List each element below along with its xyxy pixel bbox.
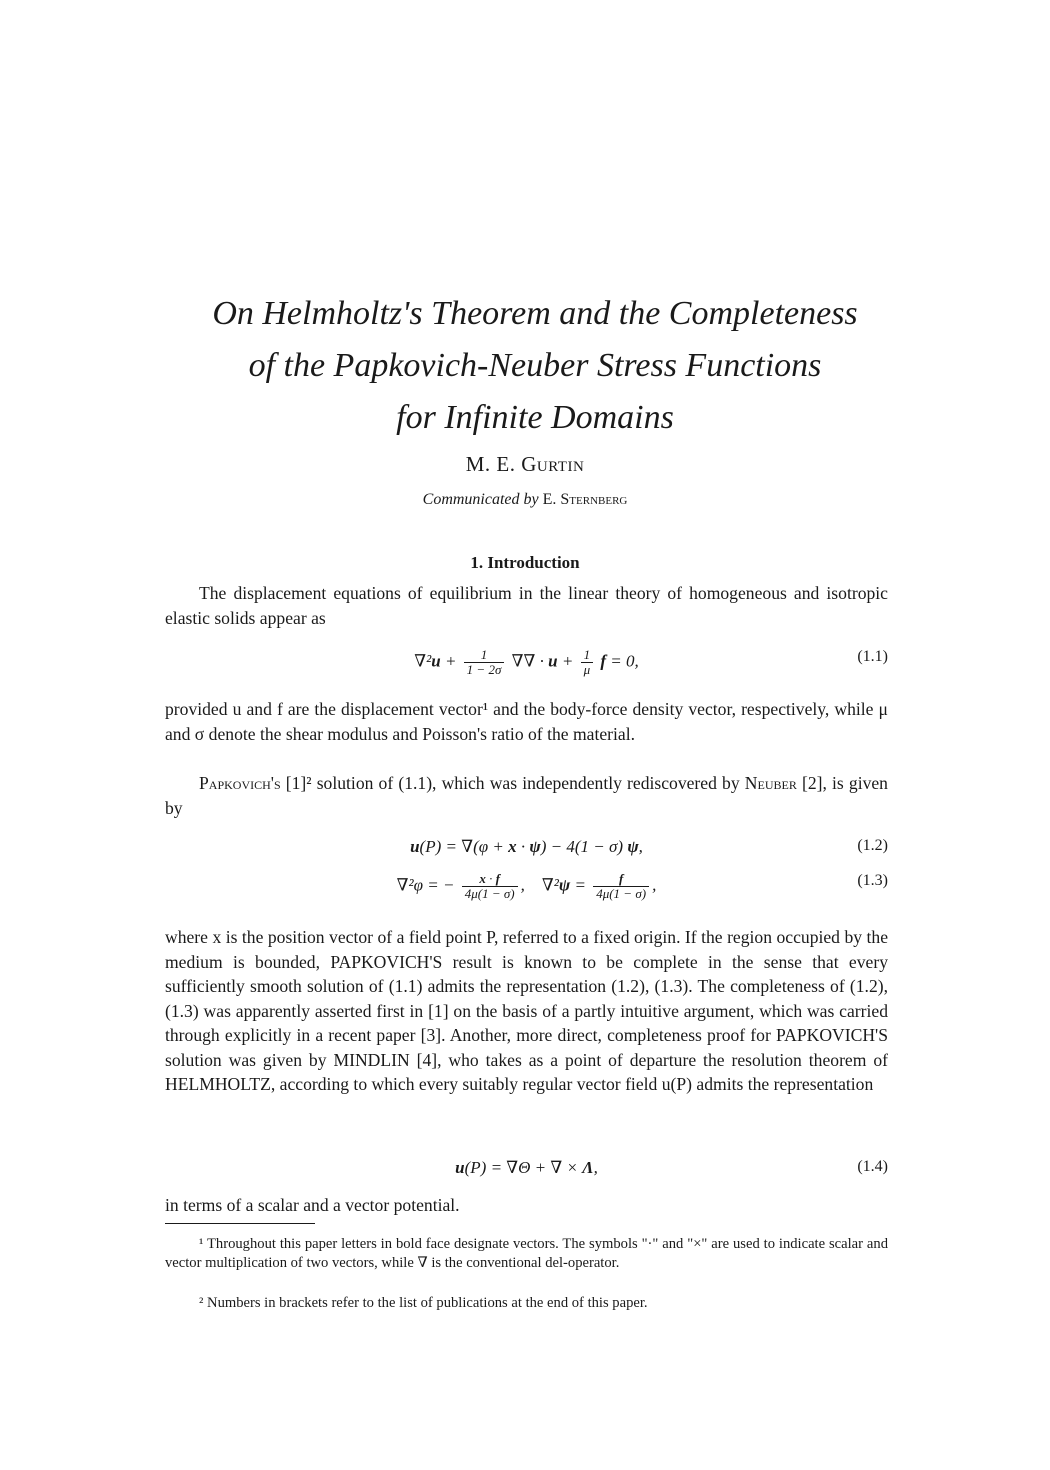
equation-1-3-number: (1.3) [857, 872, 888, 889]
title-line-3: for Infinite Domains [396, 399, 674, 436]
equation-1-4-body: u(P) = ∇Θ + ∇ × Λ, [455, 1158, 598, 1177]
paragraph-3 [165, 771, 888, 820]
equation-1-1 [165, 648, 888, 678]
paper-title [140, 288, 930, 444]
equation-1-3 [165, 872, 888, 902]
communicator-name: E. Sternberg [542, 491, 628, 508]
author-ref-papkovich: Papkovich's [199, 773, 281, 793]
communicated-by [0, 491, 1050, 509]
footnote-2 [165, 1294, 888, 1313]
equation-1-2-body: u(P) = ∇(φ + x · ψ) − 4(1 − σ) ψ, [410, 837, 643, 856]
footnote-1-text: ¹ Throughout this paper letters in bold face designate vectors. The symbols "·" and "×" are used to indicate scalar and vector multiplication of two vectors, while ∇ is the conventional del-operator. [165, 1236, 888, 1271]
paragraph-3-body: [1]² solution of (1.1), which was independently rediscovered by [285, 773, 740, 793]
title-line-2: of the Papkovich-Neuber Stress Functions [248, 347, 822, 384]
equation-1-1-number: (1.1) [857, 648, 888, 665]
paragraph-4 [165, 925, 888, 1097]
paragraph-5-text: in terms of a scalar and a vector potential. [165, 1195, 460, 1215]
footnote-1 [165, 1235, 888, 1273]
paragraph-3-end: [2], is given by [165, 773, 888, 818]
footnote-divider [165, 1223, 315, 1224]
paragraph-2-text: provided u and f are the displacement vector¹ and the body-force density vector, respectively, while μ and σ denote the shear modulus and Poisson's ratio of the material. [165, 699, 888, 744]
equation-1-1-body: ∇²u + $\frac{1}{1 - 2\sigma}$ ∇∇ · u + $\frac{1}{\mu}$ f = 0, [414, 647, 639, 677]
equation-1-4 [165, 1158, 888, 1188]
equation-1-2-number: (1.2) [857, 837, 888, 854]
author-name: M. E. Gurtin [465, 452, 585, 476]
paragraph-5 [165, 1193, 888, 1218]
paragraph-3-text [165, 771, 888, 820]
paragraph-1 [165, 581, 888, 630]
footnote-2-text: ² Numbers in brackets refer to the list of publications at the end of this paper. [199, 1295, 648, 1311]
communicated-label: Communicated by [422, 491, 539, 508]
section-heading: 1. Introduction [470, 553, 580, 572]
paragraph-4-text: where x is the position vector of a field point P, referred to a fixed origin. If the region occupied by the medium is bounded, PAPKOVICH'S result is known to be complete in the sense that every sufficiently smooth solution of (1.1) admits the representation (1.2), (1.3). The completeness of (1.2), (1.3) was apparently asserted first in [1] on the basis of a partly intuitive argument, which was carried through explicitly in a recent paper [3]. Another, more direct, completeness proof for PAPKOVICH'S solution was given by MINDLIN [4], who takes as a point of departure the resolution theorem of HELMHOLTZ, according to which every suitably regular vector field u(P) admits the representation [165, 927, 888, 1094]
title-line-1: On Helmholtz's Theorem and the Completeness [212, 295, 858, 332]
author-ref-neuber: Neuber [744, 773, 797, 793]
equation-1-3-body: ∇²φ = − $\frac{x \cdot f}{4\mu(1 - \sigma)}$ , ∇²ψ = $\frac{f}{4\mu(1 - \sigma)}$ , [396, 871, 657, 901]
equation-1-2 [165, 837, 888, 867]
paragraph-2 [165, 697, 888, 746]
paragraph-1-text: The displacement equations of equilibrium in the linear theory of homogeneous and isotropic elastic solids appear as [165, 583, 888, 628]
equation-1-4-number: (1.4) [857, 1158, 888, 1175]
